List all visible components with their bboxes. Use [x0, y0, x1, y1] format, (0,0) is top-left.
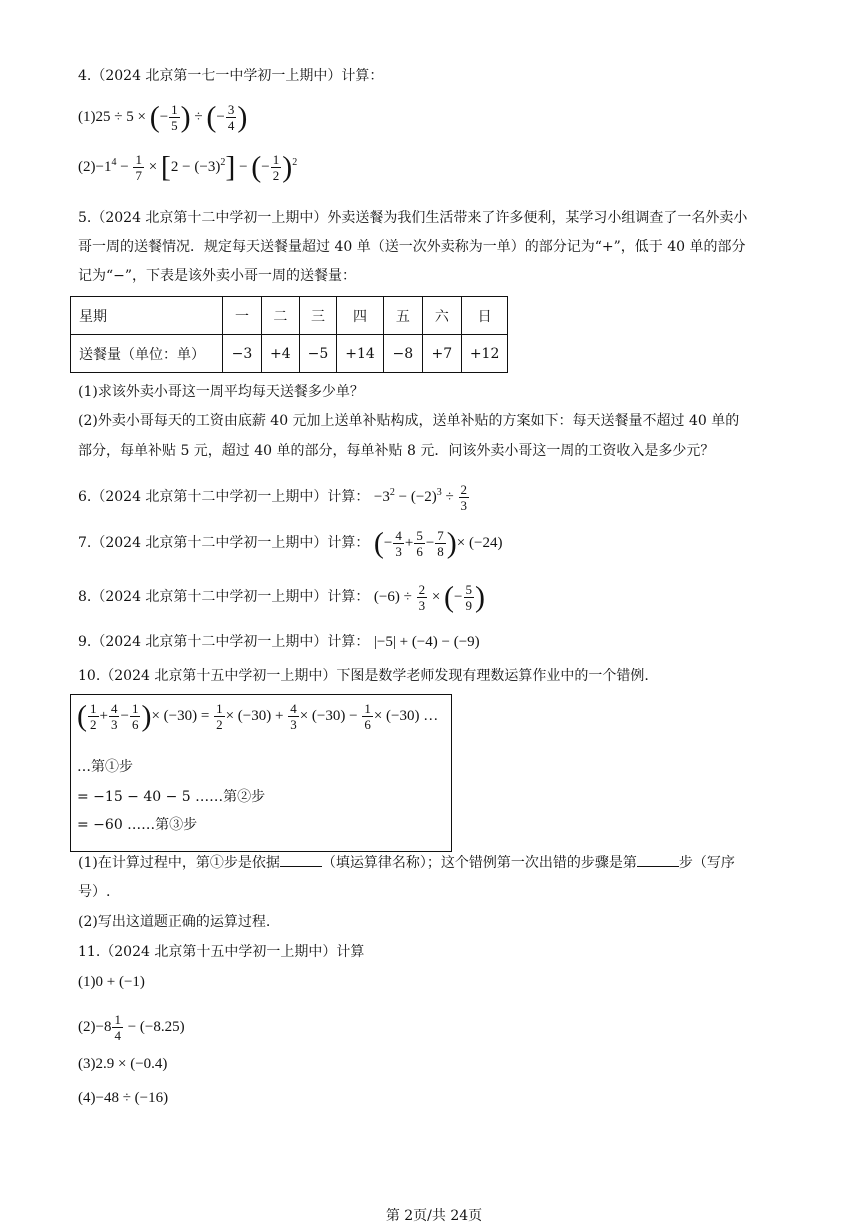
exponent: 2: [292, 156, 298, 168]
q5-line2: 哥一周的送餐情况．规定每天送餐量超过 40 单（送一次外卖称为一单）的部分记为“+”，低于 40 单的部分: [78, 239, 746, 255]
q8-expr: (−6) ÷ $\frac{2}{3}$ × (− $\frac{5}{9}$ ): [373, 580, 486, 614]
q10-sub1-b: （填运算律名称）；这个错例第一次出错的步骤是第: [321, 855, 637, 871]
step3-text: = −60 ……第③步: [77, 817, 198, 833]
fraction-num: 1: [272, 152, 280, 167]
table-cell: +4: [262, 335, 300, 373]
q7-title: 7.（2024 北京第十二中学初一上期中）计算：: [78, 534, 370, 551]
q6-expr-b: − (−2): [394, 488, 437, 505]
fraction-den: 2: [216, 717, 223, 732]
error-example-box: [70, 694, 452, 852]
q6-title: 6.（2024 北京第十二中学初一上期中）计算：: [78, 488, 370, 505]
table-cell: 日: [461, 297, 508, 335]
fraction-num: 1: [171, 102, 178, 117]
table-row: [71, 297, 508, 335]
q11-part2: [78, 1012, 185, 1043]
fraction-num: 1: [135, 152, 142, 167]
page-footer: 第 2页/共 24页: [385, 1208, 483, 1224]
exponent: 2: [389, 486, 395, 498]
q8-title: 8.（2024 北京第十二中学初一上期中）计算：: [78, 588, 370, 605]
q6-expr-a: −3: [373, 488, 390, 505]
q10-sub1-cont: 号）.: [78, 884, 111, 900]
exponent: 3: [436, 486, 442, 498]
table-cell: +14: [337, 335, 384, 373]
fraction-den: 3: [110, 717, 118, 732]
fraction-den: 7: [135, 168, 142, 183]
table-cell: 星期: [71, 297, 223, 335]
fraction-den: 6: [131, 717, 139, 732]
q9-title: 9.（2024 北京第十二中学初一上期中）计算：: [78, 634, 370, 650]
q6-expr: [373, 482, 470, 513]
q11-part4: (4)−48 ÷ (−16): [78, 1090, 169, 1106]
q5-sub2-line2: 部分，每单补贴 5 元，超过 40 单的部分，每单补贴 8 元．问该外卖小哥这一周的工资收入是多少元？: [78, 443, 715, 459]
fraction: [417, 582, 428, 613]
table-cell: +7: [422, 335, 461, 373]
table-cell: 送餐量（单位：单）: [71, 335, 223, 373]
fraction-num: 4: [110, 701, 118, 716]
fraction: [435, 528, 446, 559]
q5-line3: 记为“−”，下表是该外卖小哥一周的送餐量：: [78, 268, 357, 284]
q4-title: 4.（2024 北京第一七一中学初一上期中）计算：: [78, 68, 384, 84]
paren-left: (: [444, 580, 455, 614]
q4-part1-expr: 25 ÷ 5 ×: [95, 108, 146, 125]
fraction-den: 4: [114, 1028, 121, 1043]
fraction: [459, 482, 470, 513]
step1-text: …第①步: [77, 759, 133, 775]
table-cell: 三: [299, 297, 337, 335]
exponent: 4: [111, 156, 117, 168]
paren-left: (: [77, 699, 87, 733]
q11-part3: (3)2.9 × (−0.4): [78, 1056, 168, 1072]
exponent: 2: [220, 156, 226, 168]
paren-right: ): [282, 150, 293, 184]
fraction-den: 2: [90, 717, 97, 732]
fraction-den: 4: [227, 118, 235, 133]
fraction: [362, 701, 373, 732]
q8-expr-a: (−6) ÷: [373, 588, 412, 605]
q10-sub1: [78, 852, 735, 873]
table-cell: 二: [262, 297, 300, 335]
bracket-left: [: [160, 150, 171, 184]
step2-text: = −15 − 40 − 5 ……第②步: [77, 789, 266, 805]
fraction: [169, 102, 180, 133]
fraction: [271, 152, 282, 183]
fraction-num: 2: [460, 482, 468, 497]
q6-expr-c: ÷: [441, 488, 454, 505]
fraction-num: 2: [418, 582, 426, 597]
fraction-den: 5: [171, 118, 178, 133]
q4-part2-bracket-expr: 2 − (−3): [170, 158, 221, 175]
table-cell: 四: [337, 297, 384, 335]
q11-part2-a: (2)−8: [78, 1018, 112, 1035]
q7-expr: (− $\frac{4}{3}$ + $\frac{5}{6}$ − $\frac{7}{8}$ )× (−24): [373, 526, 503, 560]
q4-part2-expr: −1: [95, 158, 112, 175]
error-line1-tail: × (−30) =: [151, 707, 210, 724]
paren-right: ): [180, 100, 191, 134]
q4-part2: $(2)-1^4$ − $\frac{1}{7}$ × $[2 - (-3)^2]$ − (− $\frac{1}{2}$ )$^2$: [78, 150, 298, 184]
paren-right: ): [141, 699, 152, 733]
q5-sub1: (1)求该外卖小哥这一周平均每天送餐多少单？: [78, 384, 364, 400]
error-line1: ( $\frac{1}{2}$ + $\frac{4}{3}$ − $\frac{1}{6}$ )× (−30) = $\frac{1}{2}$ × (−30) + $\frac{4}{3}$ × (−30) − $\frac{1}{6}$ × (−30) …: [77, 699, 439, 733]
q4-part1: (1)25 ÷ 5 × (− $\frac{1}{5}$ ) ÷ (− $\frac{3}{4}$ ): [78, 100, 248, 134]
fraction-den: 6: [416, 544, 423, 559]
paren-left: (: [149, 100, 160, 134]
q10-sub2: (2)写出这道题正确的运算过程.: [78, 914, 271, 930]
fraction: [130, 701, 141, 732]
paren-left: (: [373, 526, 384, 560]
fraction: [226, 102, 237, 133]
fraction-num: 3: [227, 102, 235, 117]
table-cell: −5: [299, 335, 337, 373]
table-cell: 六: [422, 297, 461, 335]
fraction: [214, 701, 225, 732]
fraction-num: 5: [465, 582, 473, 597]
fraction: [133, 152, 144, 183]
fraction-num: 1: [114, 1012, 121, 1027]
q10-title: 10.（2024 北京第十五中学初一上期中）下图是数学老师发现有理数运算作业中的一个错例.: [78, 668, 649, 684]
fraction-num: 1: [364, 701, 371, 716]
q9-expr: |−5| + (−4) − (−9): [373, 634, 480, 650]
paren-left: (: [251, 150, 262, 184]
paren-right: ): [446, 526, 457, 560]
fraction-den: 8: [437, 544, 444, 559]
fraction-num: 4: [290, 701, 297, 716]
table-cell: −3: [223, 335, 262, 373]
table-cell: −8: [383, 335, 422, 373]
q9: [78, 632, 480, 652]
q5-sub2-line1: (2)外卖小哥每天的工资由底薪 40 元加上送单补贴构成，送单补贴的方案如下：每天送餐量不超过 40 单的: [78, 413, 740, 429]
q4-part2-label: (2): [78, 158, 96, 175]
q7-tail: × (−24): [456, 534, 503, 551]
fraction: [88, 701, 99, 732]
fraction: [393, 528, 404, 559]
q4-part1-label: (1): [78, 108, 96, 125]
table-cell: +12: [461, 335, 508, 373]
q5-line1: 5.（2024 北京第十二中学初一上期中）外卖送餐为我们生活带来了许多便利，某学习小组调查了一名外卖小: [78, 210, 748, 226]
q11-part1: (1)0 + (−1): [78, 974, 145, 990]
q10-sub1-c: 步（写序: [678, 855, 735, 871]
table-row: [71, 335, 508, 373]
fraction-den: 3: [395, 544, 402, 559]
q7: [78, 528, 502, 559]
fraction: [414, 528, 425, 559]
fraction-num: 1: [90, 701, 97, 716]
q11-title: 11.（2024 北京第十五中学初一上期中）计算: [78, 944, 365, 960]
answer-blank[interactable]: [637, 852, 679, 867]
q6: [78, 482, 470, 513]
fraction-den: 2: [272, 168, 280, 183]
error-part: × (−30) …: [373, 707, 439, 724]
fraction-den: 3: [290, 717, 297, 732]
fraction-den: 6: [364, 717, 371, 732]
table-cell: 一: [223, 297, 262, 335]
q8: [78, 582, 485, 613]
fraction-den: 9: [465, 598, 473, 613]
bracket-right: ]: [225, 150, 236, 184]
delivery-table: [70, 296, 508, 373]
fraction: [288, 701, 299, 732]
fraction-den: 3: [418, 598, 426, 613]
fraction-num: 5: [416, 528, 423, 543]
error-part: × (−30) +: [225, 707, 284, 724]
answer-blank[interactable]: [280, 852, 322, 867]
fraction: [109, 701, 120, 732]
fraction: [464, 582, 475, 613]
paren-left: (: [206, 100, 217, 134]
fraction-num: 1: [216, 701, 223, 716]
error-part: × (−30) −: [299, 707, 358, 724]
paren-right: ): [237, 100, 248, 134]
fraction-num: 4: [395, 528, 402, 543]
table-cell: 五: [383, 297, 422, 335]
fraction-num: 1: [131, 701, 139, 716]
paren-right: ): [475, 580, 486, 614]
q10-sub1-a: (1)在计算过程中，第①步是依据: [78, 855, 280, 871]
fraction: [112, 1012, 123, 1043]
q11-part2-b: − (−8.25): [123, 1018, 185, 1035]
fraction-num: 7: [437, 528, 444, 543]
fraction-den: 3: [460, 498, 468, 513]
